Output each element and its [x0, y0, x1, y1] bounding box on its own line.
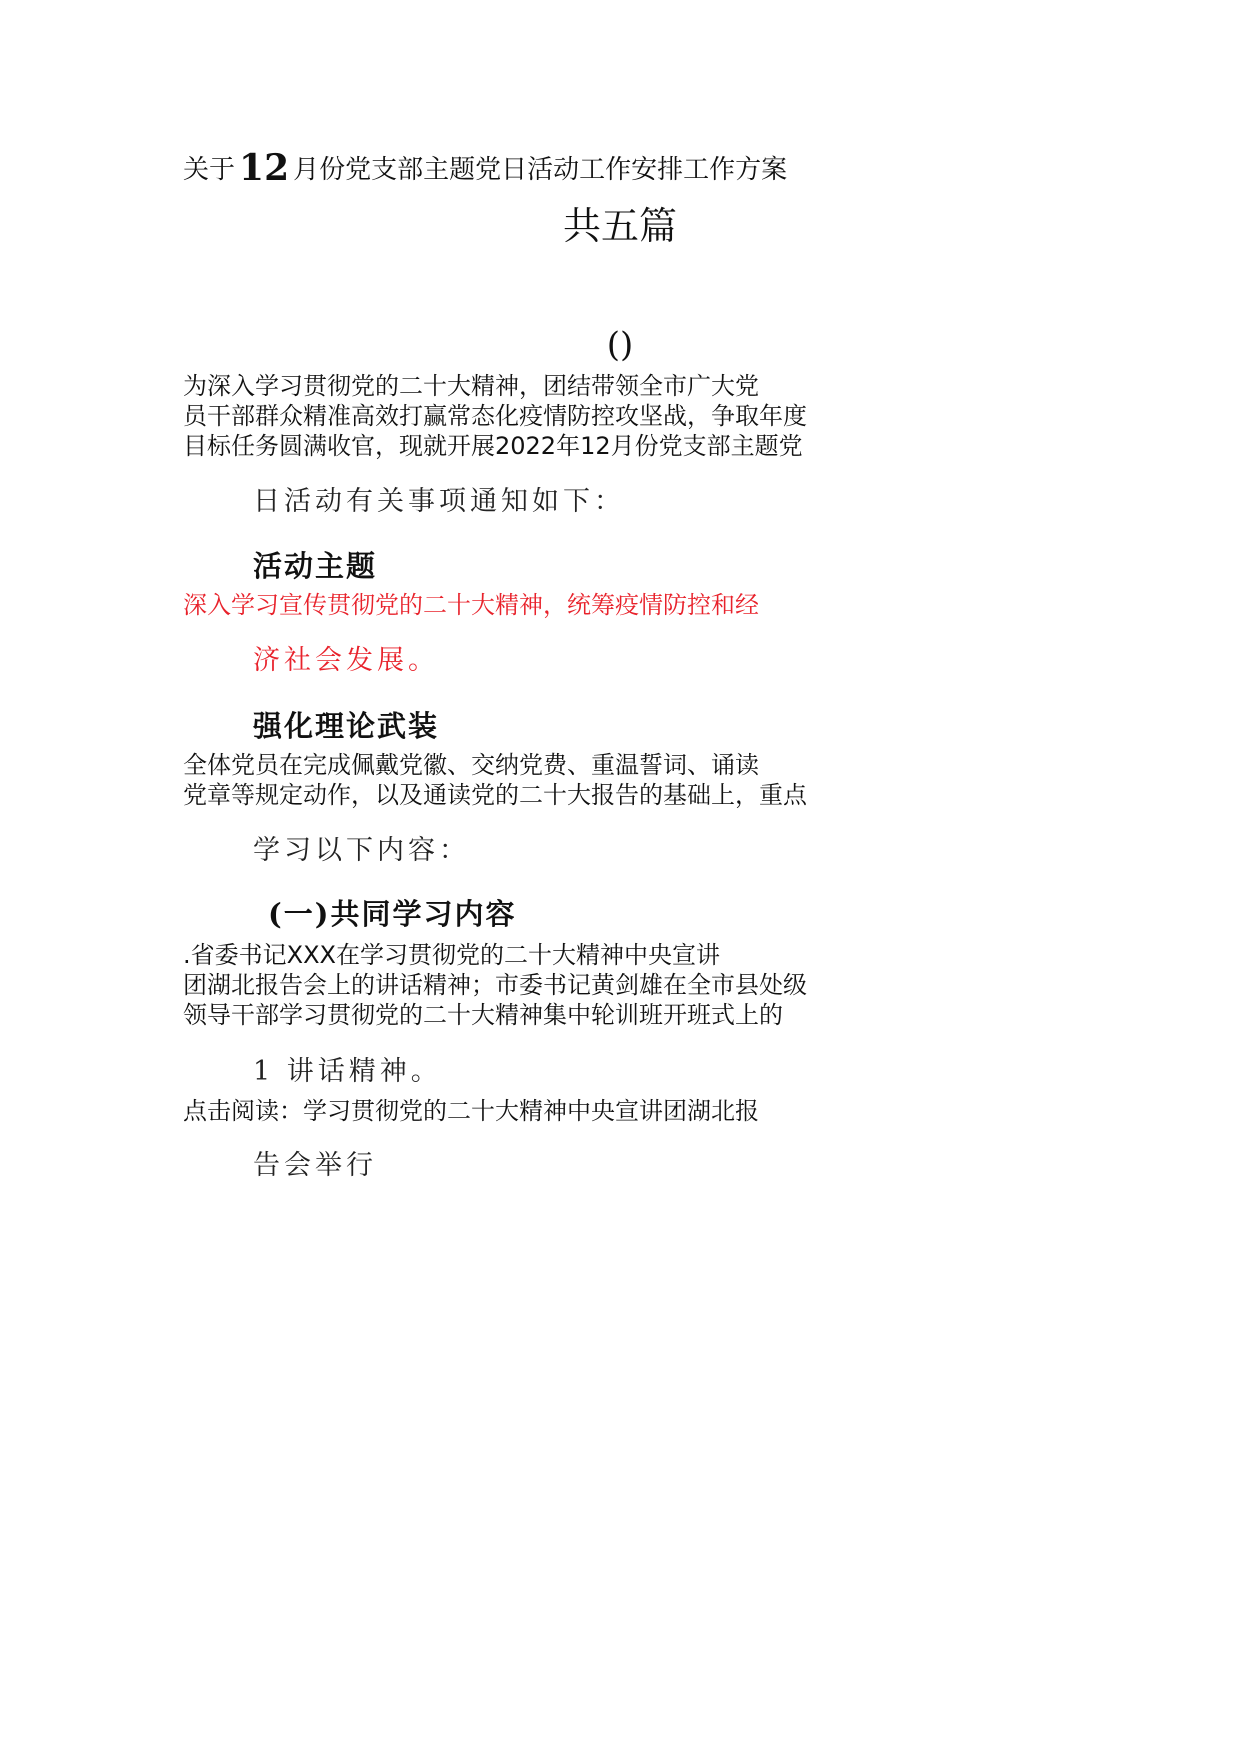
theory-line-3: 学习以下内容： — [253, 835, 470, 866]
intro-line-3: 目标任务圆满收官，现就开展2022年12月份党支部主题党 — [183, 432, 803, 460]
section-heading-theme: 活动主题 — [253, 549, 378, 583]
document-subtitle: 共五篇 — [562, 204, 677, 248]
theory-line-2: 党章等规定动作，以及通读党的二十大报告的基础上，重点 — [183, 781, 807, 809]
title-suffix: 月份党支部主题党日活动工作安排工作方案 — [293, 155, 788, 185]
study-line-2: 团湖北报告会上的讲话精神；市委书记黄剑雄在全市县处级 — [183, 971, 807, 999]
study-line-5: 点击阅读：学习贯彻党的二十大精神中央宣讲团湖北报 — [183, 1097, 759, 1125]
theory-line-1: 全体党员在完成佩戴党徽、交纳党费、重温誓词、诵读 — [183, 751, 759, 779]
section-heading-common-study: (一)共同学习内容 — [268, 897, 517, 931]
study-line-3: 领导干部学习贯彻党的二十大精神集中轮训班开班式上的 — [183, 1001, 783, 1029]
study-line-6: 告会举行 — [253, 1150, 377, 1181]
intro-line-2: 员干部群众精准高效打赢常态化疫情防控攻坚战，争取年度 — [183, 402, 807, 430]
theme-line-2: 济社会发展。 — [253, 645, 439, 676]
title-number: 12 — [239, 147, 290, 189]
document-title — [183, 148, 787, 189]
study-line-1: .省委书记XXX在学习贯彻党的二十大精神中央宣讲 — [183, 941, 720, 969]
intro-line-1: 为深入学习贯彻党的二十大精神，团结带领全市广大党 — [183, 372, 759, 400]
section-heading-theory: 强化理论武装 — [253, 709, 440, 743]
intro-line-4: 日活动有关事项通知如下： — [253, 486, 625, 517]
study-line-4: 1 讲话精神。 — [253, 1056, 442, 1087]
title-prefix: 关于 — [183, 155, 236, 185]
theme-line-1: 深入学习宣传贯彻党的二十大精神，统筹疫情防控和经 — [183, 591, 759, 619]
paren-marker: () — [606, 325, 634, 365]
